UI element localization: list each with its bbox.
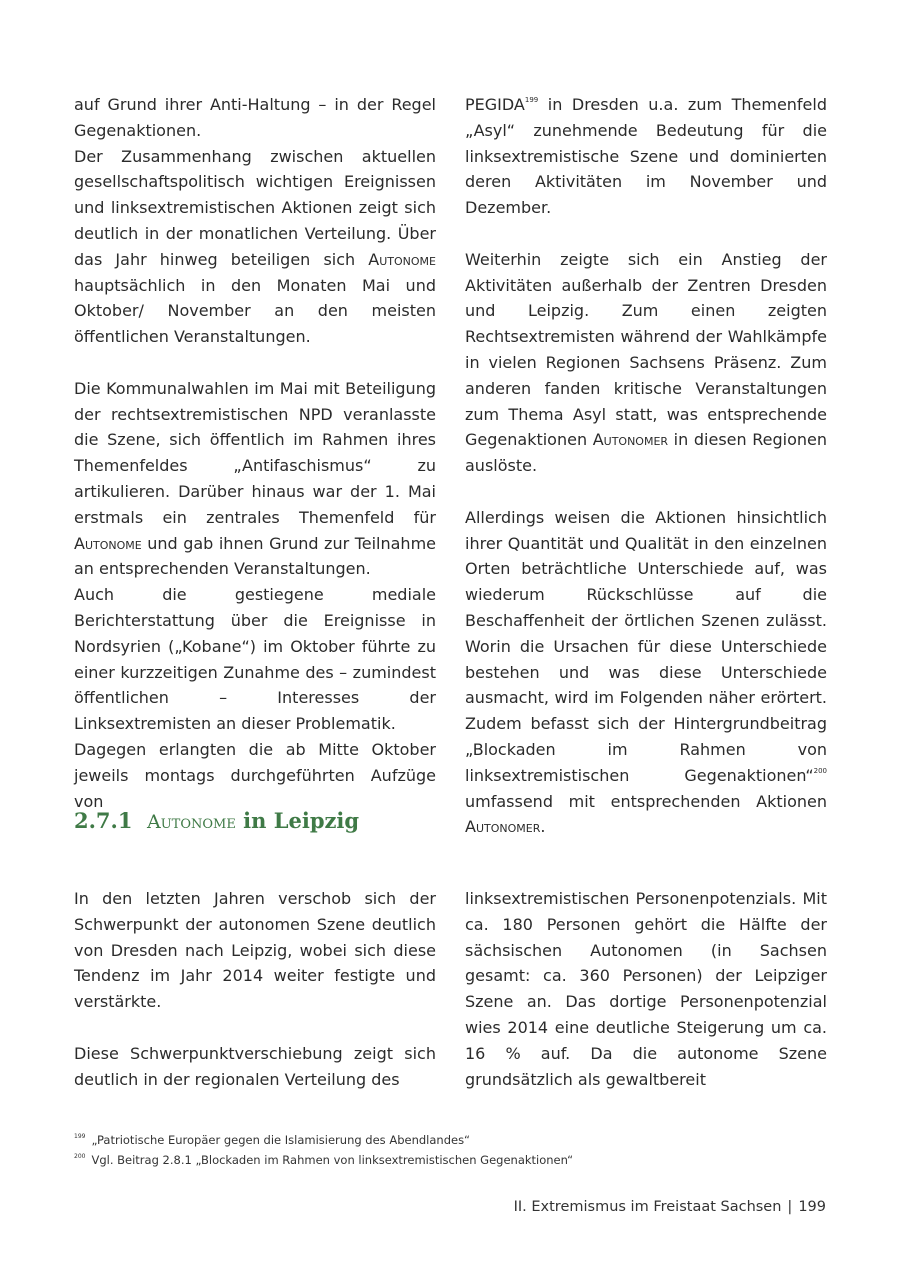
paragraph: Allerdings weisen die Aktionen hinsichtlich ihrer Quantität und Qualität in den einzelnen Orten beträchtliche Unterschiede auf, was wiederum Rückschlüsse auf die Beschaffenheit der örtlichen Szenen zulässt. Worin die Ursachen für diese Unterschiede bestehen und was diese Unterschiede ausmacht, wird im Folgenden näher erörtert. Zudem befasst sich der Hintergrundbeitrag „Blockaden im Rahmen von linksextremistischen Gegenaktionen“$^{200}$ umfassend mit entsprechenden Aktionen Autonomer. [465, 507, 827, 837]
page-number: 199 [798, 1199, 826, 1215]
paragraph: Dagegen erlangten die ab Mitte Oktober jeweils montags durchgeführten Aufzüge von [74, 739, 436, 811]
bottom-left-column [74, 886, 436, 1092]
footnote [74, 1130, 834, 1150]
chapter-title: II. Extremismus im Freistaat Sachsen [513, 1199, 782, 1215]
footnote-number: 200 [74, 1153, 86, 1160]
page-footer [514, 1199, 826, 1215]
footnote-number: 199 [74, 1133, 86, 1140]
footnote [74, 1150, 834, 1170]
footnote-text: Vgl. Beitrag 2.8.1 „Blockaden im Rahmen von linksextremistischen Gegenaktionen“ [91, 1153, 574, 1167]
term-autonomer: Autonomer [465, 817, 541, 837]
paragraph: Der Zusammenhang zwischen aktuellen gesellschaftspolitisch wichtigen Ereignissen und linksextremistischen Aktionen zeigt sich deutlich in der monatlichen Verteilung. Über das Jahr hinweg beteiligen sich Autonome hauptsächlich in den Monaten Mai und Oktober/ November an den meisten öffentlichen Veranstaltungen. [74, 146, 436, 347]
paragraph: Weiterhin zeigte sich ein Anstieg der Aktivitäten außerhalb der Zentren Dresden und Leipzig. Zum einen zeigten Rechtsextremisten während der Wahlkämpfe in vielen Regionen Sachsens Präsenz. Zum anderen fanden kritische Veranstaltungen zum Thema Asyl statt, was entsprechende Gegenaktionen Autonomer in diesen Regionen auslöste. [465, 249, 827, 476]
paragraph: PEGIDA$^{199}$ in Dresden u.a. zum Themenfeld „Asyl“ zunehmende Bedeutung für die linksextremistische Szene und dominierten deren Aktivitäten im November und Dezember. [465, 95, 827, 218]
top-left-column [74, 92, 436, 814]
footnote-ref: 199 [524, 96, 539, 104]
footnote-ref: 200 [813, 766, 827, 775]
term-autonome: Autonome [368, 249, 436, 269]
term-autonome: Autonome [74, 533, 142, 553]
footer-separator: | [787, 1199, 793, 1215]
paragraph: Diese Schwerpunktverschiebung zeigt sich deutlich in der regionalen Verteilung des [74, 1043, 436, 1089]
bottom-right-column [465, 886, 827, 1092]
paragraph: In den letzten Jahren verschob sich der Schwerpunkt der autonomen Szene deutlich von Dresden nach Leipzig, wobei sich diese Tendenz im Jahr 2014 weiter festigte und verstärkte. [74, 889, 436, 1012]
top-right-column [465, 92, 827, 840]
paragraph: auf Grund ihrer Anti-Haltung – in der Regel Gegenaktionen. [74, 95, 436, 140]
section-title-term: Autonome [147, 811, 236, 833]
section-heading [74, 808, 359, 833]
term-autonomer: Autonomer [592, 430, 669, 450]
paragraph: Die Kommunalwahlen im Mai mit Beteiligung der rechtsextremistischen NPD veranlasste die Szene, sich öffentlich im Rahmen ihres Themenfeldes „Antifaschismus“ zu artikulieren. Darüber hinaus war der 1. Mai erstmals ein zentrales Themenfeld für Autonome und gab ihnen Grund zur Teilnahme an entsprechenden Veranstaltungen. [74, 378, 436, 579]
paragraph: linksextremistischen Personenpotenzials. Mit ca. 180 Personen gehört die Hälfte der sächsischen Autonomen (in Sachsen gesamt: ca. 360 Personen) der Leipziger Szene an. Das dortige Personenpotenzial wies 2014 eine deutliche Steigerung um ca. 16 % auf. Da die autonome Szene grundsätzlich als gewaltbereit [465, 889, 827, 1089]
paragraph: Auch die gestiegene mediale Berichterstattung über die Ereignisse in Nordsyrien („Kobane“) im Oktober führte zu einer kurzzeitigen Zunahme des – zumindest öffentlichen – Interesses der Linksextremisten an dieser Problematik. [74, 585, 436, 734]
footnotes [74, 1130, 834, 1170]
section-number: 2.7.1 [74, 808, 133, 833]
section-title: in Leipzig [235, 808, 360, 833]
footnote-text: „Patriotische Europäer gegen die Islamisierung des Abendlandes“ [91, 1133, 471, 1147]
